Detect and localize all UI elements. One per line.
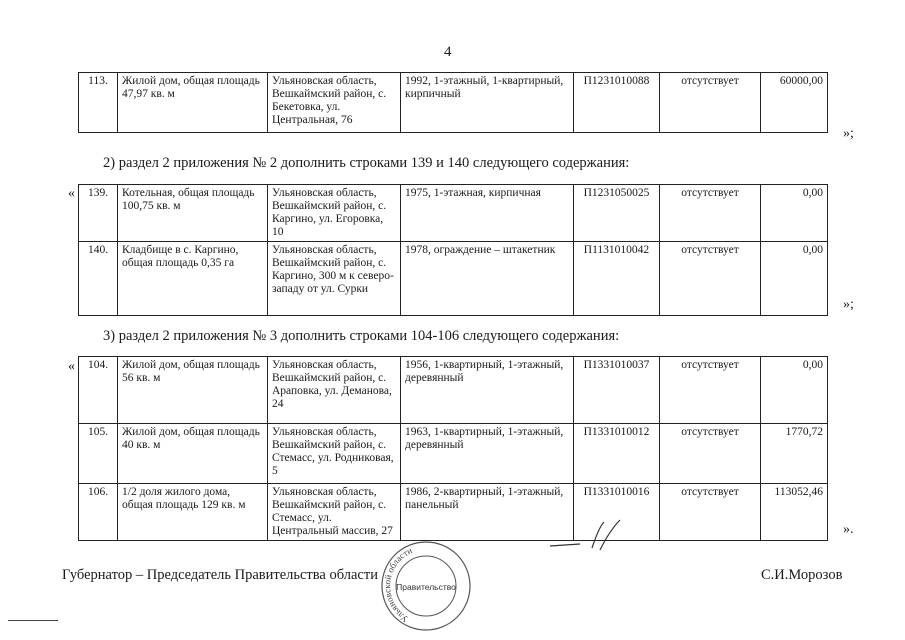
inventory-number: П1231010088 — [574, 73, 660, 133]
object-characteristics: 1986, 2-квартирный, 1-этажный, панельный — [401, 484, 574, 541]
row-number: 139. — [79, 185, 118, 242]
object-address: Ульяновская область, Вешкаймский район, с. Каргино, 300 м к северо-западу от ул. Сурки — [268, 242, 401, 316]
table-row — [79, 185, 828, 242]
table-row — [79, 357, 828, 424]
closing-quote: »; — [843, 297, 854, 312]
object-value: 1770,72 — [761, 424, 828, 484]
property-table-1 — [78, 72, 828, 133]
row-number: 113. — [79, 73, 118, 133]
object-address: Ульяновская область, Вешкаймский район, с. Стемасс, ул. Центральный массив, 27 — [268, 484, 401, 541]
row-number: 106. — [79, 484, 118, 541]
object-value: 113052,46 — [761, 484, 828, 541]
object-characteristics: 1975, 1-этажная, кирпичная — [401, 185, 574, 242]
object-value: 60000,00 — [761, 73, 828, 133]
signatory-title: Губернатор – Председатель Правительства области — [62, 567, 378, 583]
table-row — [79, 424, 828, 484]
property-table-3 — [78, 356, 828, 541]
inventory-number: П1331010016 — [574, 484, 660, 541]
footnote-rule — [8, 620, 58, 621]
object-name: Жилой дом, общая площадь 40 кв. м — [118, 424, 268, 484]
closing-quote: »; — [843, 126, 854, 141]
amendment-paragraph-2: 2) раздел 2 приложения № 2 дополнить строками 139 и 140 следующего содержания: — [103, 155, 630, 171]
object-value: 0,00 — [761, 185, 828, 242]
row-number: 105. — [79, 424, 118, 484]
object-characteristics: 1978, ограждение – штакетник — [401, 242, 574, 316]
encumbrance: отсутствует — [660, 242, 761, 316]
object-name: 1/2 доля жилого дома, общая площадь 129 кв. м — [118, 484, 268, 541]
official-seal-stamp — [366, 532, 486, 636]
object-address: Ульяновская область, Вешкаймский район, с. Каргино, ул. Егоровка, 10 — [268, 185, 401, 242]
object-name: Котельная, общая площадь 100,75 кв. м — [118, 185, 268, 242]
row-number: 140. — [79, 242, 118, 316]
seal-ring-text: Ульяновской области — [382, 545, 414, 625]
encumbrance: отсутствует — [660, 424, 761, 484]
table-row — [79, 73, 828, 133]
property-table-2 — [78, 184, 828, 316]
opening-quote: « — [68, 359, 75, 374]
seal-center-text: Правительство — [396, 582, 456, 592]
object-address: Ульяновская область, Вешкаймский район, с. Араповка, ул. Деманова, 24 — [268, 357, 401, 424]
object-value: 0,00 — [761, 357, 828, 424]
table-row — [79, 242, 828, 316]
encumbrance: отсутствует — [660, 484, 761, 541]
object-address: Ульяновская область, Вешкаймский район, с. Бекетовка, ул. Центральная, 76 — [268, 73, 401, 133]
encumbrance: отсутствует — [660, 357, 761, 424]
object-address: Ульяновская область, Вешкаймский район, с. Стемасс, ул. Родниковая, 5 — [268, 424, 401, 484]
object-name: Жилой дом, общая площадь 56 кв. м — [118, 357, 268, 424]
encumbrance: отсутствует — [660, 73, 761, 133]
encumbrance: отсутствует — [660, 185, 761, 242]
object-name: Кладбище в с. Каргино, общая площадь 0,35 га — [118, 242, 268, 316]
page-number: 4 — [444, 44, 452, 60]
inventory-number: П1331010012 — [574, 424, 660, 484]
handwritten-signature — [540, 514, 680, 554]
inventory-number: П1231050025 — [574, 185, 660, 242]
object-characteristics: 1956, 1-квартирный, 1-этажный, деревянный — [401, 357, 574, 424]
object-value: 0,00 — [761, 242, 828, 316]
inventory-number: П1131010042 — [574, 242, 660, 316]
inventory-number: П1331010037 — [574, 357, 660, 424]
closing-quote: ». — [843, 522, 854, 537]
object-characteristics: 1963, 1-квартирный, 1-этажный, деревянный — [401, 424, 574, 484]
signatory-name: С.И.Морозов — [761, 567, 843, 583]
object-characteristics: 1992, 1-этажный, 1-квартирный, кирпичный — [401, 73, 574, 133]
amendment-paragraph-3: 3) раздел 2 приложения № 3 дополнить строками 104-106 следующего содержания: — [103, 328, 620, 344]
opening-quote: « — [68, 186, 75, 201]
row-number: 104. — [79, 357, 118, 424]
object-name: Жилой дом, общая площадь 47,97 кв. м — [118, 73, 268, 133]
